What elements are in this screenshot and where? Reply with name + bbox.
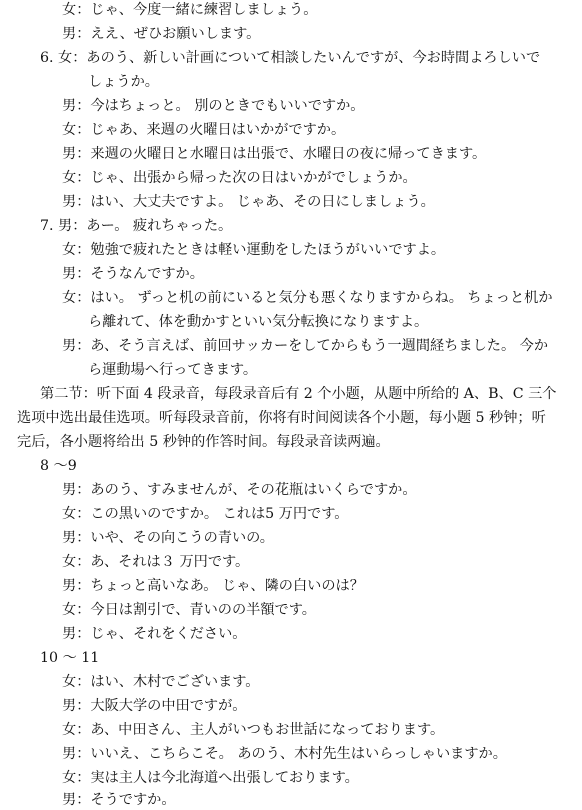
dialogue-line: 女：じゃあ、来週の火曜日はいかがですか。 xyxy=(62,122,346,138)
dialogue-line: 男：大阪大学の中田ですが。 xyxy=(62,698,247,714)
section-instruction: 第二节：听下面 4 段录音，每段录音后有 2 个小题，从题中所给的 A、B、C 三个 xyxy=(40,386,557,402)
dialogue-line: 男：今はちょっと。 別のときでもいいですか。 xyxy=(62,98,365,114)
dialogue-line: 男：あのう、すみませんが、その花瓶はいくらですか。 xyxy=(62,482,417,498)
dialogue-line: 女：勉強で疲れたときは軽い運動をしたほうがいいですよ。 xyxy=(62,242,446,258)
dialogue-line-continuation: しょうか。 xyxy=(88,74,159,90)
dialogue-line: 女：この黒いのですか。 これは5 万円です。 xyxy=(62,506,349,522)
dialogue-line-continuation: ら離れて、体を動かすといい気分転換になりますよ。 xyxy=(88,314,429,330)
dialogue-line: 女：あ、それは３ 万円です。 xyxy=(62,554,250,570)
dialogue-line: 女：今日は割引で、青いのの半額です。 xyxy=(62,602,316,618)
dialogue-line: 女：じゃ、今度一緒に練習しましょう。 xyxy=(62,2,318,18)
dialogue-line: 男：いや、その向こうの青いの。 xyxy=(62,530,274,546)
dialogue-line-numbered: 6. 女：あのう、新しい計画について相談したいんですが、今お時間よろしいで xyxy=(40,50,541,66)
dialogue-line: 男：来週の火曜日と水曜日は出張で、水曜日の夜に帰ってきます。 xyxy=(62,146,487,162)
dialogue-line: 男：ええ、ぜひお願いします。 xyxy=(62,26,261,42)
dialogue-line: 男：じゃ、それをください。 xyxy=(62,626,247,642)
dialogue-line: 男：そうなんですか。 xyxy=(62,266,204,282)
dialogue-line: 男：いいえ、こちらこそ。 あのう、木村先生はいらっしゃいますか。 xyxy=(62,746,507,762)
dialogue-line: 男：ちょっと高いなあ。 じゃ、隣の白いのは？ xyxy=(62,578,364,594)
dialogue-line-numbered: 7. 男：あー。 疲れちゃった。 xyxy=(40,218,233,234)
question-range-label: 10 ～ 11 xyxy=(40,650,100,666)
dialogue-line: 女：実は主人は今北海道へ出張しております。 xyxy=(62,770,359,786)
section-instruction: 完后，各小题将给出 5 秒钟的作答时间。每段录音读两遍。 xyxy=(17,434,390,450)
dialogue-line: 女：はい、木村でございます。 xyxy=(62,674,260,690)
dialogue-line: 女：じゃ、出張から帰った次の日はいかがでしょうか。 xyxy=(62,170,417,186)
section-instruction: 选项中选出最佳选项。听每段录音前，你将有时间阅读各个小题，每小题 5 秒钟；听 xyxy=(17,410,546,426)
dialogue-line: 女：あ、中田さん、主人がいつもお世話になっております。 xyxy=(62,722,445,738)
dialogue-line: 男：そうですか。 xyxy=(62,792,176,808)
dialogue-line-continuation: ら運動場へ行ってきます。 xyxy=(88,362,258,378)
dialogue-line: 男：あ、そう言えば、前回サッカーをしてからもう一週間経ちました。 今か xyxy=(62,338,549,354)
dialogue-line: 女：はい。 ずっと机の前にいると気分も悪くなりますからね。 ちょっと机か xyxy=(62,290,553,306)
dialogue-line: 男：はい、大丈夫ですよ。 じゃあ、その日にしましょう。 xyxy=(62,194,435,210)
question-range-label: 8 ～9 xyxy=(40,458,77,474)
